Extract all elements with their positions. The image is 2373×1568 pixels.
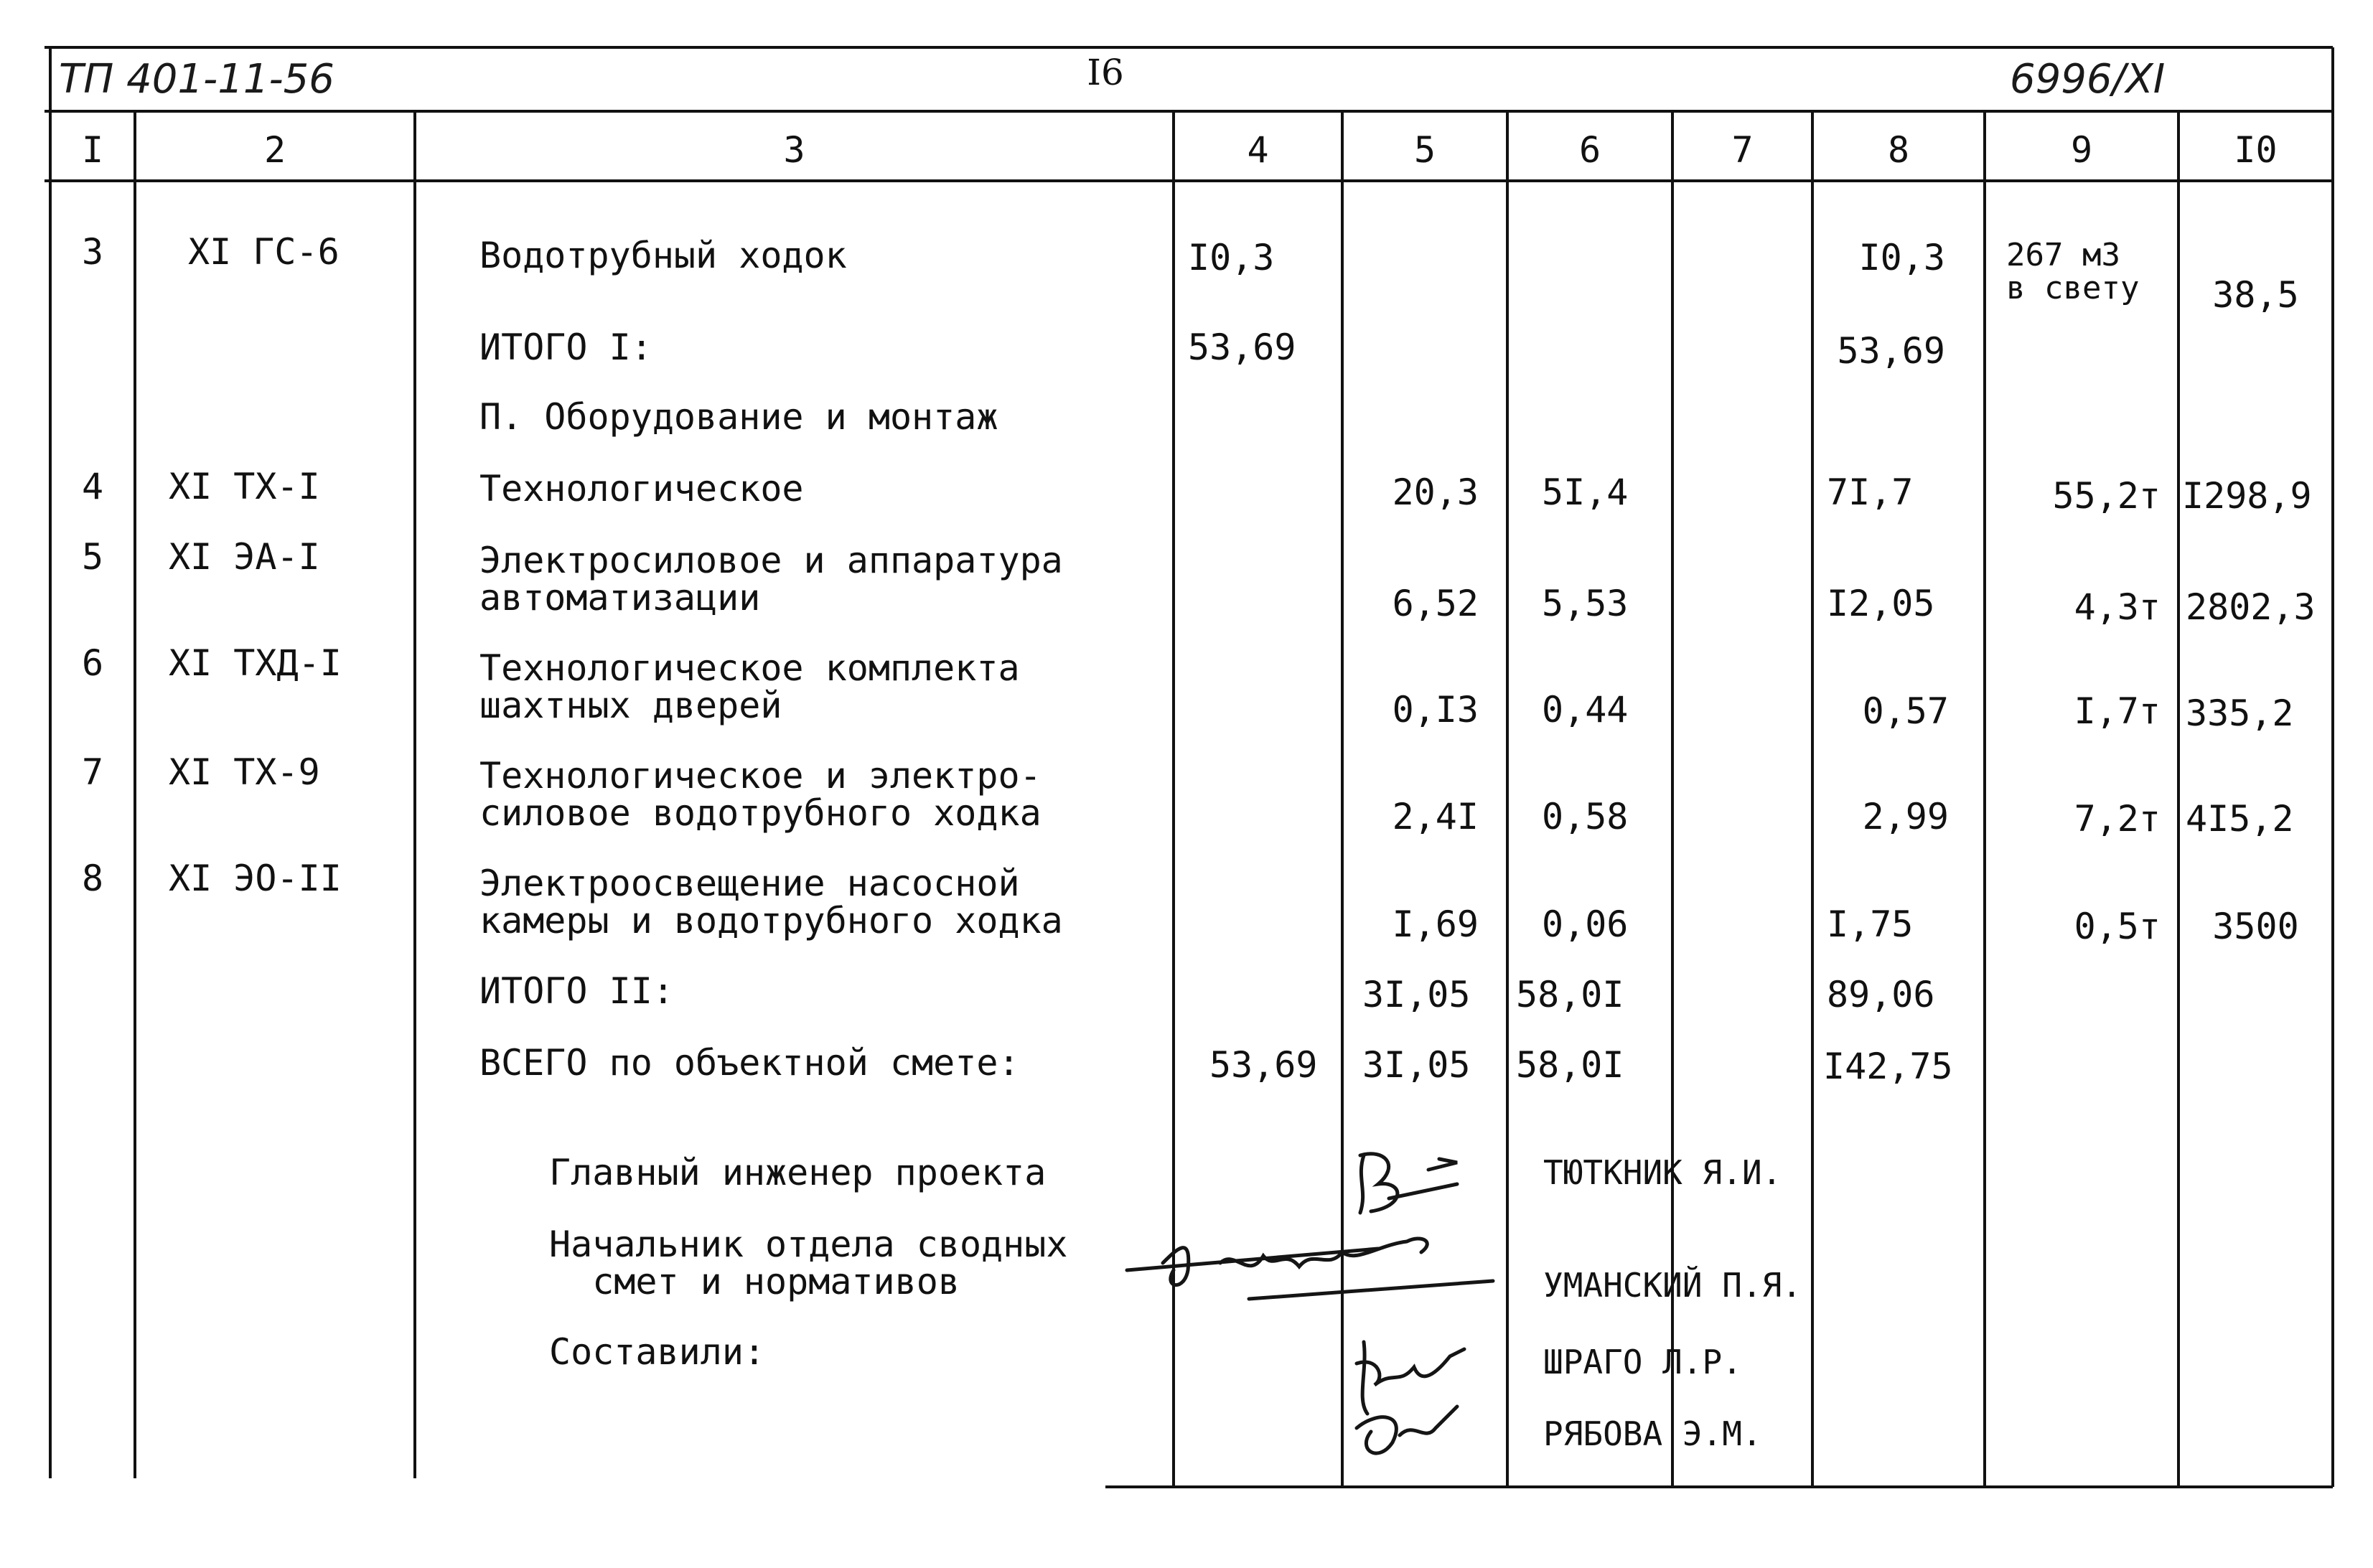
column-header: 9 bbox=[2070, 129, 2093, 171]
work-name: Технологическое bbox=[479, 468, 804, 510]
col5-value: I,69 bbox=[1392, 903, 1479, 945]
column-header: 6 bbox=[1578, 129, 1601, 171]
signer-name: УМАНСКИЙ П.Я. bbox=[1543, 1266, 1802, 1305]
col10-value: 38,5 bbox=[2212, 274, 2299, 316]
signer-role: Составили: bbox=[549, 1331, 766, 1373]
signer-role: Начальник отдела сводных смет и нормативов bbox=[549, 1224, 1068, 1302]
col5-value: 3I,05 bbox=[1362, 1044, 1471, 1086]
col9-value: 55,2т bbox=[2052, 475, 2161, 517]
sheet-number: 6996/XI bbox=[2010, 56, 2166, 103]
col5-value: 6,52 bbox=[1392, 583, 1479, 624]
column-header: 7 bbox=[1731, 129, 1754, 171]
signer-name: ТЮТКНИК Я.И. bbox=[1543, 1153, 1782, 1192]
row-number: 8 bbox=[81, 858, 104, 899]
col9-value: 0,5т bbox=[2074, 906, 2161, 947]
row-number: 5 bbox=[81, 536, 104, 578]
col9-value: 7,2т bbox=[2074, 798, 2161, 840]
col4-value: 53,69 bbox=[1188, 327, 1296, 368]
row-number: 4 bbox=[81, 466, 104, 507]
col9-value: I,7т bbox=[2074, 690, 2161, 732]
work-name: Технологическое комплекта шахтных дверей bbox=[479, 647, 1020, 726]
col10-value: 3500 bbox=[2212, 906, 2299, 947]
col8-value: 89,06 bbox=[1827, 974, 1935, 1015]
column-header: 2 bbox=[263, 129, 286, 171]
row-number: 3 bbox=[81, 231, 104, 273]
work-name: Электроосвещение насосной камеры и водотрубного ходка bbox=[479, 863, 1063, 942]
col10-value: I298,9 bbox=[2182, 475, 2312, 517]
col6-value: 5I,4 bbox=[1542, 471, 1629, 513]
column-header: I bbox=[81, 129, 104, 171]
col8-value: 53,69 bbox=[1837, 330, 1945, 372]
work-name: Водотрубный ходок bbox=[479, 235, 847, 276]
column-header: I0 bbox=[2234, 129, 2278, 171]
work-name: ВСЕГО по объектной смете: bbox=[479, 1042, 1020, 1084]
col5-value: 20,3 bbox=[1392, 471, 1479, 513]
col6-value: 5,53 bbox=[1542, 583, 1629, 624]
estimate-code: XI ТХ-I bbox=[169, 466, 320, 507]
page-number: I6 bbox=[1087, 52, 1124, 93]
section-title: П. Оборудование и монтаж bbox=[479, 396, 998, 438]
work-name: ИТОГО I: bbox=[479, 327, 652, 368]
col8-value: 0,57 bbox=[1862, 690, 1949, 732]
col8-value: 2,99 bbox=[1862, 796, 1949, 837]
signer-name: ШРАГО Л.Р. bbox=[1543, 1343, 1742, 1381]
col6-value: 58,0I bbox=[1516, 974, 1624, 1015]
col5-value: 2,4I bbox=[1392, 796, 1479, 837]
signer-name: РЯБОВА Э.М. bbox=[1543, 1414, 1762, 1453]
col8-value: 7I,7 bbox=[1827, 471, 1914, 513]
column-header: 5 bbox=[1413, 129, 1436, 171]
work-name: Электросиловое и аппаратура автоматизации bbox=[479, 540, 1063, 619]
col6-value: 58,0I bbox=[1516, 1044, 1624, 1086]
col6-value: 0,06 bbox=[1542, 903, 1629, 945]
col10-value: 4I5,2 bbox=[2186, 798, 2294, 840]
col10-value: 2802,3 bbox=[2186, 586, 2316, 628]
column-header: 8 bbox=[1887, 129, 1910, 171]
col5-value: 0,I3 bbox=[1392, 689, 1479, 731]
estimate-code: XI ЭА-I bbox=[169, 536, 320, 578]
col5-value: 3I,05 bbox=[1362, 974, 1471, 1015]
col8-value: I2,05 bbox=[1827, 583, 1935, 624]
col10-value: 335,2 bbox=[2186, 693, 2294, 734]
col8-value: I,75 bbox=[1827, 903, 1914, 945]
col6-value: 0,58 bbox=[1542, 796, 1629, 837]
col9-value: 4,3т bbox=[2074, 586, 2161, 628]
work-name: ИТОГО II: bbox=[479, 970, 674, 1012]
col8-value: I0,3 bbox=[1858, 237, 1945, 278]
doc-code: ТП 401-11-56 bbox=[59, 56, 334, 103]
col4-value: 53,69 bbox=[1209, 1044, 1318, 1086]
col4-value: I0,3 bbox=[1188, 237, 1275, 278]
handwritten-signatures bbox=[1120, 1127, 1579, 1471]
col8-value: I42,75 bbox=[1823, 1046, 1953, 1087]
estimate-code: XI ТХД-I bbox=[169, 642, 342, 684]
col9-value: 267 м3 в свету bbox=[2006, 237, 2140, 306]
work-name: Технологическое и электро- силовое водотрубного ходка bbox=[479, 755, 1042, 834]
estimate-code: XI ТХ-9 bbox=[169, 751, 320, 793]
column-header: 4 bbox=[1247, 129, 1269, 171]
row-number: 7 bbox=[81, 751, 104, 793]
estimate-code: XI ЭО-II bbox=[169, 858, 342, 899]
estimate-code: XI ГС-6 bbox=[188, 231, 340, 273]
col6-value: 0,44 bbox=[1542, 689, 1629, 731]
row-number: 6 bbox=[81, 642, 104, 684]
column-header: 3 bbox=[783, 129, 805, 171]
signer-role: Главный инженер проекта bbox=[549, 1152, 1047, 1193]
